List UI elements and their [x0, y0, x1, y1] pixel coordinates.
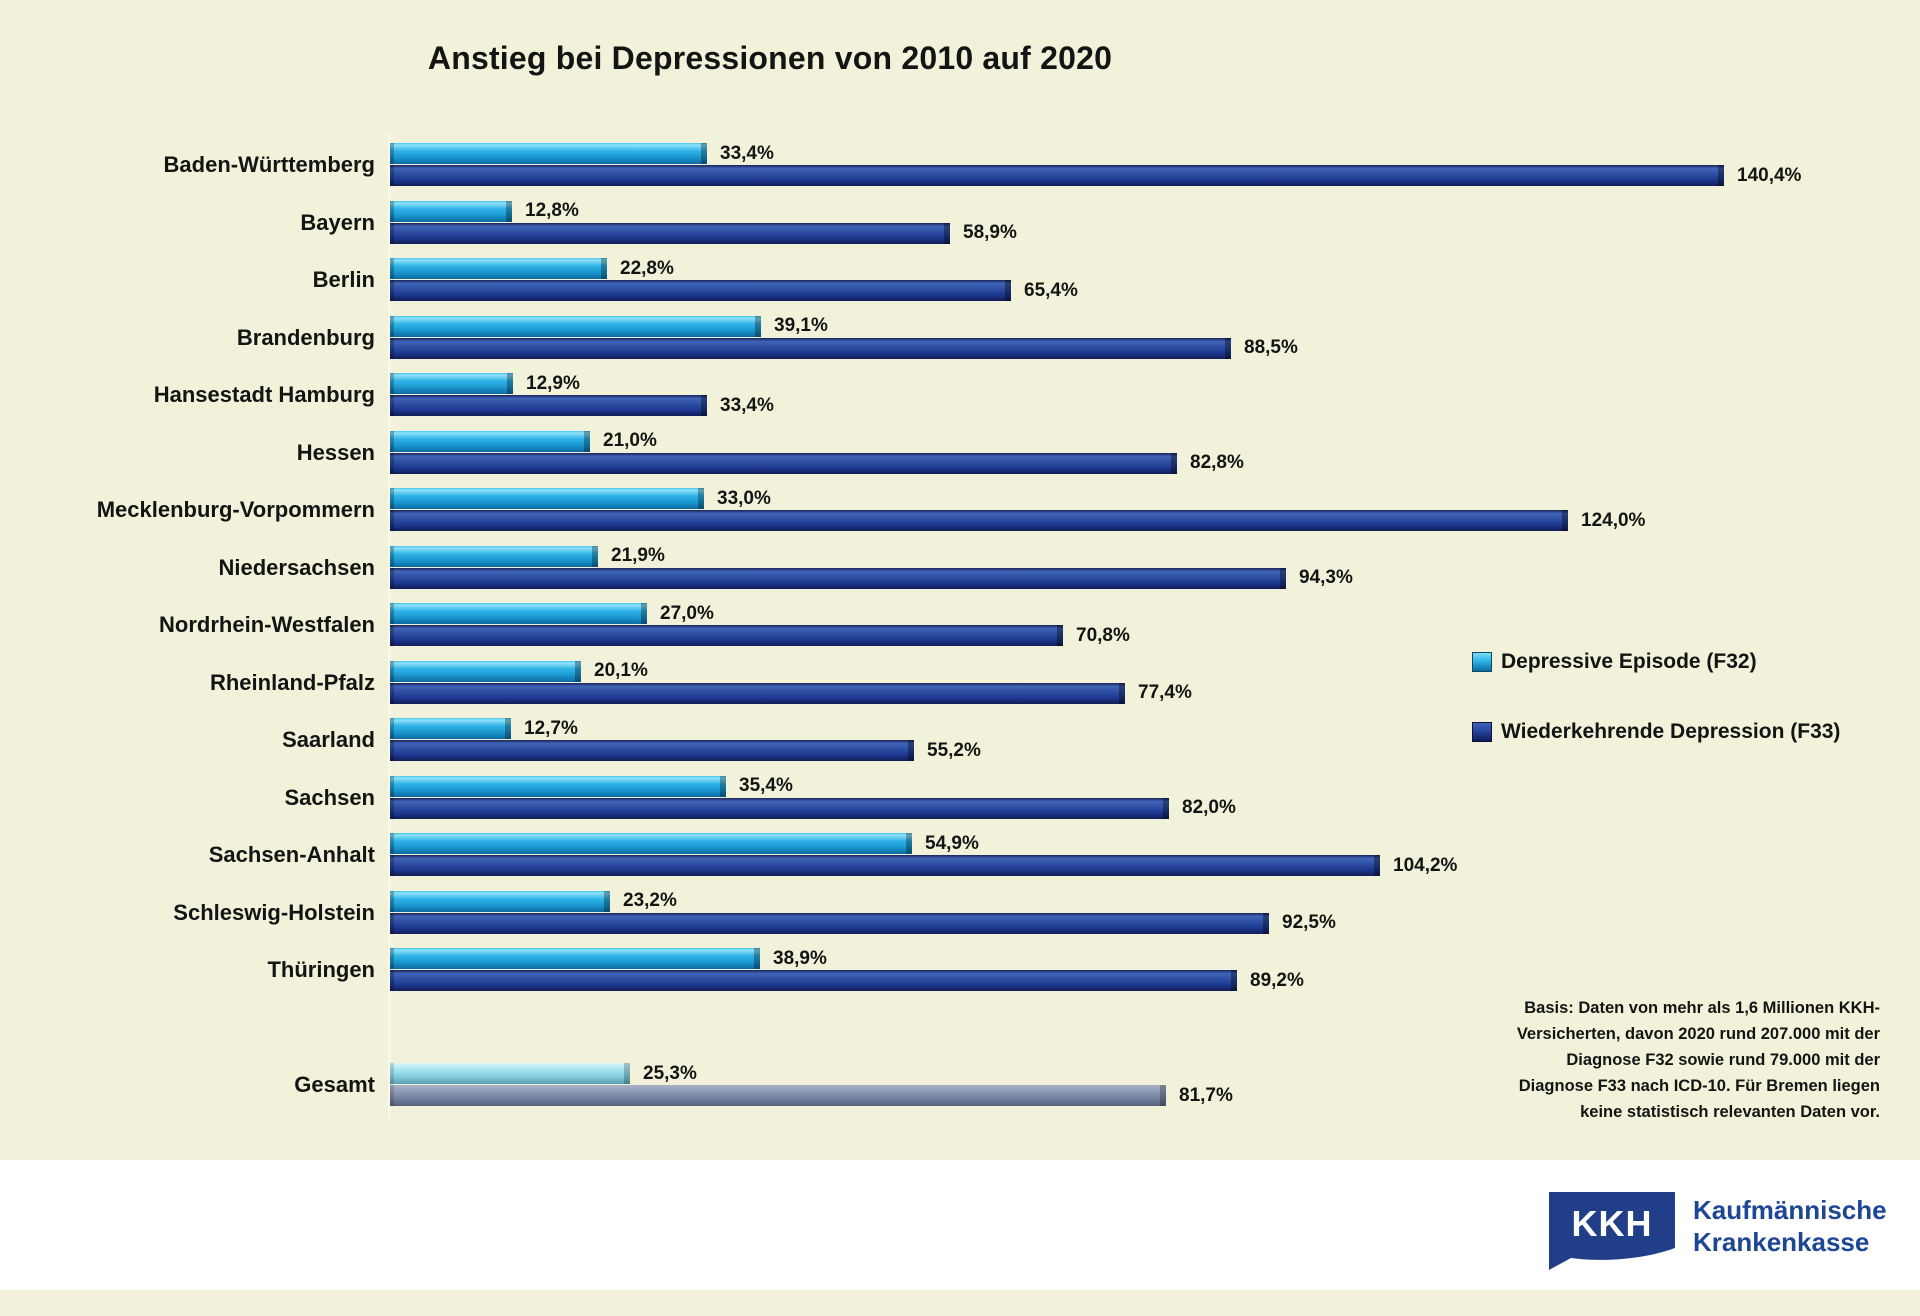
value-label: 21,9%: [611, 545, 665, 566]
chart-title: Anstieg bei Depressionen von 2010 auf 2020: [427, 40, 1113, 76]
value-label: 27,0%: [660, 602, 714, 624]
value-label: 22,8%: [620, 257, 674, 279]
category-label: Bayern: [300, 209, 375, 235]
bar-f33-13: [390, 913, 1269, 934]
value-label: 88,5%: [1244, 337, 1298, 358]
footnote-line: Diagnose F32 sowie rund 79.000 mit der: [1566, 1051, 1880, 1069]
value-label: 89,2%: [1250, 969, 1304, 991]
category-label: Saarland: [282, 727, 375, 752]
bar-f32-7: [390, 546, 598, 567]
category-label: Niedersachsen: [218, 554, 375, 580]
legend-item-f32: [1472, 650, 1840, 674]
legend-label-f33: Wiederkehrende Depression (F33): [1501, 720, 1841, 743]
legend-item-f33: [1472, 720, 1840, 744]
source-footnote: [1400, 995, 1880, 1125]
bar-f32-3: [390, 316, 761, 337]
bar-f32-14: [390, 948, 760, 969]
value-label: 82,8%: [1190, 452, 1244, 473]
bar-f32-5: [390, 431, 590, 452]
value-label: 70,8%: [1076, 624, 1130, 646]
bottom-accent-strip: [0, 1290, 1920, 1316]
category-label: Thüringen: [267, 957, 375, 982]
bar-f33-10: [390, 740, 914, 761]
value-label: 23,2%: [623, 890, 677, 911]
value-label: 82,0%: [1182, 797, 1236, 818]
value-label: 92,5%: [1282, 912, 1336, 933]
value-label: 54,9%: [925, 832, 979, 854]
bar-f32-0: [390, 143, 707, 164]
bar-f32-8: [390, 603, 647, 624]
value-label: 140,4%: [1737, 164, 1802, 186]
value-label: 21,0%: [603, 430, 657, 451]
category-label: Baden-Württemberg: [163, 152, 375, 177]
brand-name: [1693, 1194, 1887, 1258]
value-label: 33,4%: [720, 394, 774, 416]
category-label: Sachsen: [284, 784, 375, 810]
category-label: Hessen: [296, 439, 375, 465]
kkh-logo-icon: [1547, 1190, 1677, 1274]
bar-f32-6: [390, 488, 704, 509]
bar-f33-0: [390, 165, 1724, 186]
bar-f33-9: [390, 683, 1125, 704]
bar-f32-2: [390, 258, 607, 279]
bar-f33-2: [390, 280, 1011, 301]
bar-f33-6: [390, 510, 1568, 531]
bar-f33-12: [390, 855, 1380, 876]
value-label: 55,2%: [927, 739, 981, 761]
bar-f33-1: [390, 223, 950, 244]
category-label: Hansestadt Hamburg: [153, 382, 375, 407]
value-label: 94,3%: [1299, 567, 1353, 588]
bar-f33-14: [390, 970, 1237, 991]
value-label: 77,4%: [1138, 682, 1192, 703]
value-label: 104,2%: [1393, 854, 1458, 876]
legend-marker-f33-icon: [1472, 722, 1492, 742]
category-label: Mecklenburg-Vorpommern: [96, 497, 375, 522]
category-label: Sachsen-Anhalt: [208, 842, 375, 867]
bar-f33-11: [390, 798, 1169, 819]
value-label: 20,1%: [594, 660, 648, 681]
category-label: Nordrhein-Westfalen: [159, 612, 375, 637]
category-label: Berlin: [312, 267, 375, 292]
bar-f33-3: [390, 338, 1231, 359]
bar-f33-4: [390, 395, 707, 416]
value-label: 38,9%: [773, 947, 827, 969]
value-label: 12,8%: [525, 200, 579, 221]
value-label: 33,4%: [720, 142, 774, 164]
category-label: Schleswig-Holstein: [173, 899, 375, 925]
kkh-logo-block: [1547, 1190, 1887, 1274]
bar-f33-8: [390, 625, 1063, 646]
bar-f32-1: [390, 201, 512, 222]
value-label: 81,7%: [1179, 1084, 1233, 1106]
bar-f33-7: [390, 568, 1286, 589]
svg-text:KKH: KKH: [1571, 1203, 1653, 1244]
bar-f32-11: [390, 776, 726, 797]
footnote-line: keine statistisch relevanten Daten vor.: [1580, 1103, 1880, 1121]
bar-f32-9: [390, 661, 581, 682]
legend-label-f32: Depressive Episode (F32): [1501, 650, 1757, 673]
category-label: Rheinland-Pfalz: [209, 669, 375, 695]
footnote-line: Diagnose F33 nach ICD-10. Für Bremen liegen: [1518, 1077, 1880, 1095]
brand-line1: Kaufmännische: [1693, 1195, 1887, 1225]
value-label: 25,3%: [643, 1062, 697, 1084]
value-label: 58,9%: [963, 222, 1017, 243]
value-label: 124,0%: [1581, 509, 1646, 531]
value-label: 39,1%: [774, 315, 828, 336]
bar-f32-10: [390, 718, 511, 739]
footnote-line: Versicherten, davon 2020 rund 207.000 mit der: [1516, 1025, 1880, 1043]
bar-f33-5: [390, 453, 1177, 474]
value-label: 33,0%: [717, 487, 771, 509]
category-label: Brandenburg: [236, 324, 375, 350]
legend-marker-f32-icon: [1472, 652, 1492, 672]
brand-line2: Krankenkasse: [1693, 1227, 1870, 1257]
bar-f32-4: [390, 373, 513, 394]
value-label: 12,7%: [524, 717, 578, 739]
bar-f33-15: [390, 1085, 1166, 1106]
value-label: 35,4%: [739, 775, 793, 796]
bar-f32-12: [390, 833, 912, 854]
chart-legend: [1472, 650, 1840, 790]
footnote-line: Basis: Daten von mehr als 1,6 Millionen KKH-: [1524, 999, 1880, 1017]
value-label: 12,9%: [526, 372, 580, 394]
bar-f32-13: [390, 891, 610, 912]
bar-f32-15: [390, 1063, 630, 1084]
value-label: 65,4%: [1024, 279, 1078, 301]
category-label: Gesamt: [294, 1072, 375, 1097]
